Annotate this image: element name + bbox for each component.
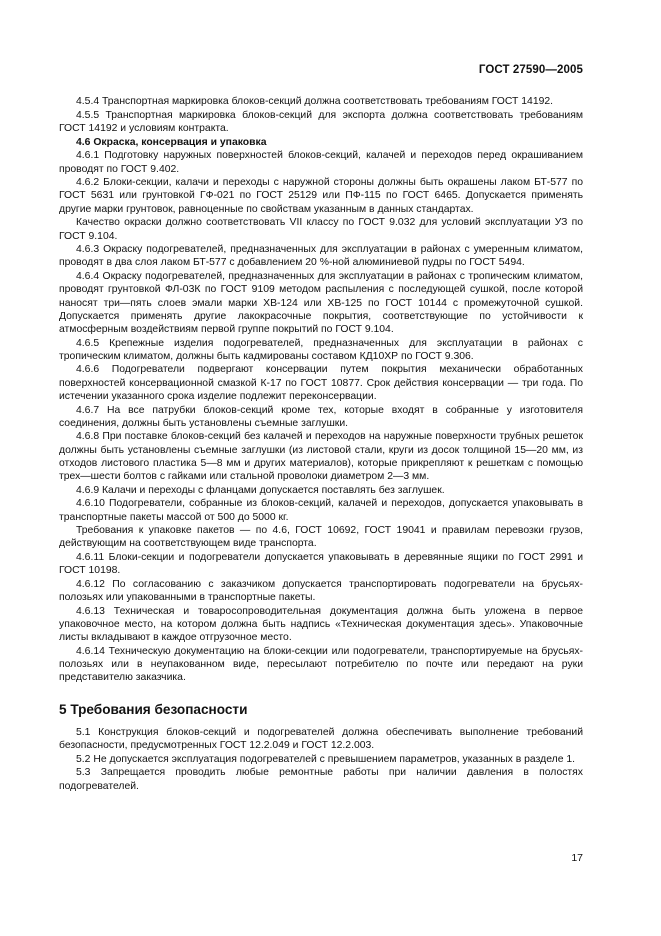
paragraph-4-6-9: 4.6.9 Калачи и переходы с фланцами допускается поставлять без заглушек. [76,484,445,496]
paragraph-4-6-14: 4.6.14 Техническую документацию на блоки-секции или подогреватели, транспортируемые на брусьях-полозьях или в неупакованном виде, пересылают потребителю по почте или передают на руки представителю заказчика. [59,646,583,684]
paragraph-5-3: 5.3 Запрещается проводить любые ремонтные работы при наличии давления в полостях подогревателей. [59,767,583,792]
paragraph-4-5-4: 4.5.4 Транспортная маркировка блоков-секций должна соответствовать требованиям ГОСТ 14192. [76,96,554,107]
paragraph-4-6-1: 4.6.1 Подготовку наружных поверхностей блоков-секций, калачей и переходов перед окрашиванием проводят по ГОСТ 9.402. [59,150,583,175]
document-body [59,95,583,793]
paragraph-package-requirements: Требования к упаковке пакетов — по 4.6, ГОСТ 10692, ГОСТ 19041 и правилам перевозки грузов, действующим на соответствующем виде транспорта. [59,525,583,550]
paragraph-4-6-6: 4.6.6 Подогреватели подвергают консервации путем покрытия механически обработанных поверхностей консервационной смазкой К-17 по ГОСТ 10877. Срок действия консервации — три года. По истечении указанного срока изделие подлежит переконсервации. [59,364,583,402]
paragraph-4-6-5: 4.6.5 Крепежные изделия подогревателей, предназначенных для эксплуатации в районах с тропическим климатом, должны быть кадмированы составом КД10ХР по ГОСТ 9.306. [59,337,583,362]
section-heading-5: 5 Требования безопасности [59,701,248,717]
section-heading-4-6: 4.6 Окраска, консервация и упаковка [76,136,267,148]
document-number-header: ГОСТ 27590—2005 [478,64,583,76]
paragraph-4-6-12: 4.6.12 По согласованию с заказчиком допускается транспортировать подогреватели на брусьях-полозьях или упакованными в транспортные пакеты. [59,579,583,604]
paragraph-paint-quality: Качество окраски должно соответствовать VII классу по ГОСТ 9.032 для условий эксплуатации УЗ по ГОСТ 9.104. [59,217,583,242]
paragraph-5-1: 5.1 Конструкция блоков-секций и подогревателей должна обеспечивать выполнение требований безопасности, предусмотренных ГОСТ 12.2.049 и ГОСТ 12.2.003. [59,726,583,751]
paragraph-5-2: 5.2 Не допускается эксплуатация подогревателей с превышением параметров, указанных в разделе 1. [76,753,576,765]
paragraph-4-5-5: 4.5.5 Транспортная маркировка блоков-секций для экспорта должна соответствовать требованиям ГОСТ 14192 и условиям контракта. [59,109,583,134]
paragraph-4-6-10: 4.6.10 Подогреватели, собранные из блоков-секций, калачей и переходов, допускается упаковывать в транспортные пакеты массой от 500 до 5000 кг. [59,498,583,523]
paragraph-4-6-13: 4.6.13 Техническая и товаросопроводительная документация должна быть уложена в первое упаковочное место, на котором должна быть надпись «Техническая документация здесь». Упаковочные листы вкладывают в каждое отгрузочное место. [59,606,583,644]
page-number: 17 [571,852,583,864]
paragraph-4-6-8: 4.6.8 При поставке блоков-секций без калачей и переходов на наружные поверхности трубных решеток должны быть установлены съемные заглушки (из листовой стали, круги из досок толщиной 15—20 мм, из отходов листового пластика 5—8 мм и других материалов), которые прикрепляют к решеткам с помощью трех—шести болтов с гайками или стальной проволоки диаметром 2—3 мм. [59,431,583,482]
paragraph-4-6-3: 4.6.3 Окраску подогревателей, предназначенных для эксплуатации в районах с умеренным климатом, проводят в два слоя лаком БТ-577 с добавлением 20 %-ной алюминиевой пудры по ГОСТ 5494. [59,244,583,269]
paragraph-4-6-2: 4.6.2 Блоки-секции, калачи и переходы с наружной стороны должны быть окрашены лаком БТ-577 по ГОСТ 5631 или грунтовкой ГФ-021 по ГОСТ 25129 или ПФ-115 по ГОСТ 6465. Допускается применять другие марки грунтовок, равноценные по свойствам указанным в данных стандартах. [59,177,583,215]
paragraph-4-6-4: 4.6.4 Окраску подогревателей, предназначенных для эксплуатации в районах с тропическим климатом, проводят грунтовкой ФЛ-03К по ГОСТ 9109 методом распыления с последующей сушкой, после которой наносят три—пять слоев эмали марки ХВ-124 или ХВ-125 по ГОСТ 10144 с промежуточной сушкой. Допускается применять другие лакокрасочные покрытия, соответствующие по устойчивости к атмосферным воздействиям первой группе покрытий по ГОСТ 9.104. [59,271,583,335]
paragraph-4-6-11: 4.6.11 Блоки-секции и подогреватели допускается упаковывать в деревянные ящики по ГОСТ 2991 и ГОСТ 10198. [59,552,583,577]
paragraph-4-6-7: 4.6.7 На все патрубки блоков-секций кроме тех, которые входят в собранные у изготовителя соединения, должны быть установлены съемные заглушки. [59,404,583,429]
